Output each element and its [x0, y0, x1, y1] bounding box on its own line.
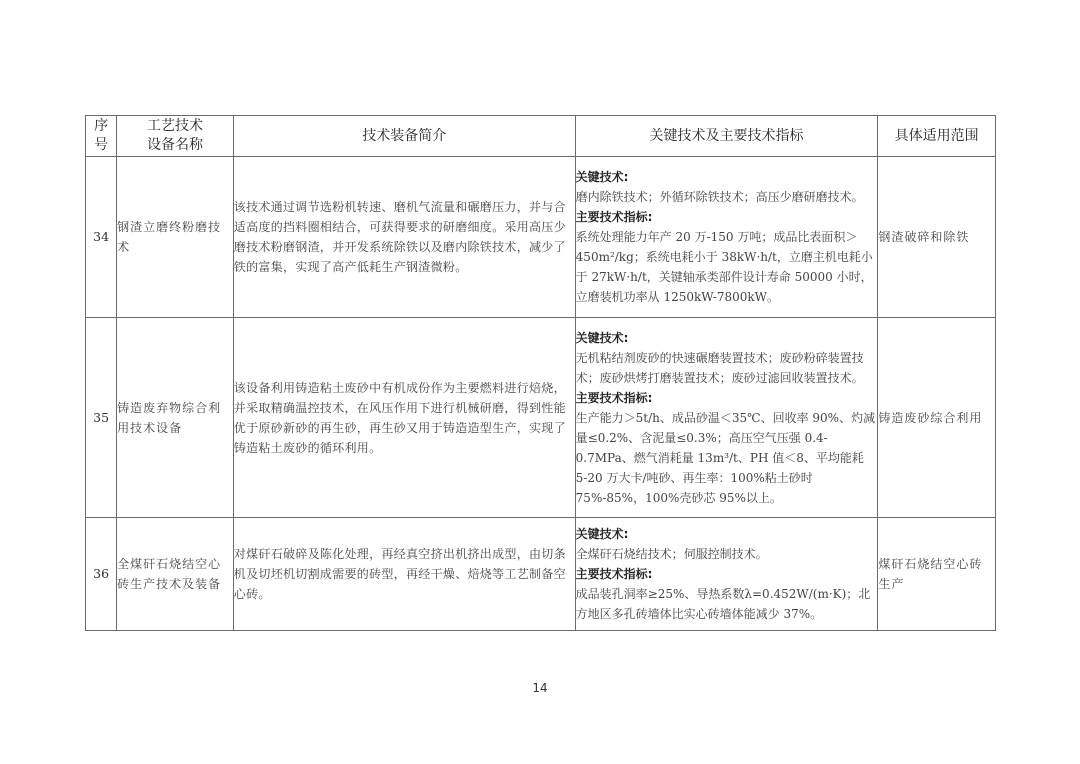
header-name-line1: 工艺技术	[146, 118, 203, 134]
indicator-label: 主要技术指标:	[575, 390, 653, 405]
indicator-text: 生产能力＞5t/h、成品砂温＜35℃、回收率 90%、灼减量≤0.2%、含泥量≤0.3%；高压空气压强 0.4-0.7MPa、燃气消耗量 13m³/t、PH 值＜8、平均能耗 5-20 万大卡/吨砂、再生率：100%粘土砂时 75%-85%，100%壳砂芯 95%以上。	[575, 410, 876, 505]
key-technology-text: 全煤矸石烧结技术；伺服控制技术。	[575, 547, 768, 561]
header-introduction: 技术装备简介	[233, 116, 575, 157]
header-serial-number	[86, 116, 117, 157]
equipment-name: 铸造废弃物综合利用技术设备	[117, 318, 234, 518]
header-name-line2: 设备名称	[146, 137, 203, 153]
table-row	[86, 157, 996, 318]
equipment-introduction: 对煤矸石破碎及陈化处理，再经真空挤出机挤出成型，由切条机及切坯机切割成需要的砖型，再经干燥、焙烧等工艺制备空心砖。	[233, 518, 575, 631]
header-key-technology: 关键技术及主要技术指标	[575, 116, 878, 157]
indicator-text: 系统处理能力年产 20 万-150 万吨；成品比表面积＞450m²/kg；系统电耗小于 38kW·h/t，立磨主机电耗小于 27kW·h/t，关键轴承类部件设计寿命 50000 小时，立磨装机功率从 1250kW-7800kW。	[575, 230, 873, 304]
row-number: 34	[86, 157, 117, 318]
header-equipment-name	[117, 116, 234, 157]
table-row	[86, 518, 996, 631]
page-number: 14	[532, 681, 548, 695]
equipment-introduction: 该设备利用铸造粘土废砂中有机成份作为主要燃料进行焙烧，并采取精确温控技术，在风压作用下进行机械研磨，得到性能优于原砂新砂的再生砂，再生砂又用于铸造造型生产，实现了铸造粘土废砂的循环利用。	[233, 318, 575, 518]
header-serial-line2: 号	[94, 137, 109, 153]
technology-table	[85, 115, 996, 631]
table-row	[86, 318, 996, 518]
key-technology-cell	[575, 157, 878, 318]
application-scope: 钢渣破碎和除铁	[878, 157, 996, 318]
key-technology-cell	[575, 318, 878, 518]
key-technology-label: 关键技术:	[575, 330, 629, 345]
application-scope: 铸造废砂综合利用	[878, 318, 996, 518]
row-number: 36	[86, 518, 117, 631]
table-header-row	[86, 116, 996, 157]
application-scope: 煤矸石烧结空心砖生产	[878, 518, 996, 631]
header-serial-line1: 序	[94, 118, 109, 134]
indicator-label: 主要技术指标:	[575, 210, 653, 224]
key-technology-label: 关键技术:	[575, 170, 629, 184]
indicator-label: 主要技术指标:	[575, 567, 653, 581]
equipment-name: 钢渣立磨终粉磨技术	[117, 157, 234, 318]
key-technology-text: 磨内除铁技术；外循环除铁技术；高压少磨研磨技术。	[575, 190, 864, 204]
equipment-name: 全煤矸石烧结空心砖生产技术及装备	[117, 518, 234, 631]
key-technology-cell	[575, 518, 878, 631]
key-technology-label: 关键技术:	[575, 527, 629, 541]
key-technology-text: 无机粘结剂废砂的快速碾磨装置技术；废砂粉碎装置技术；废砂烘烤打磨装置技术；废砂过滤回收装置技术。	[575, 350, 864, 385]
row-number: 35	[86, 318, 117, 518]
indicator-text: 成品装孔洞率≥25%、导热系数λ=0.452W/(m·K)；北方地区多孔砖墙体比实心砖墙体能减少 37%。	[575, 587, 871, 621]
header-scope: 具体适用范围	[878, 116, 996, 157]
equipment-introduction: 该技术通过调节选粉机转速、磨机气流量和碾磨压力，并与合适高度的挡料圈相结合，可获得要求的研磨细度。采用高压少磨技术粉磨钢渣，并开发系统除铁以及磨内除铁技术，减少了铁的富集，实现了高产低耗生产钢渣微粉。	[233, 157, 575, 318]
